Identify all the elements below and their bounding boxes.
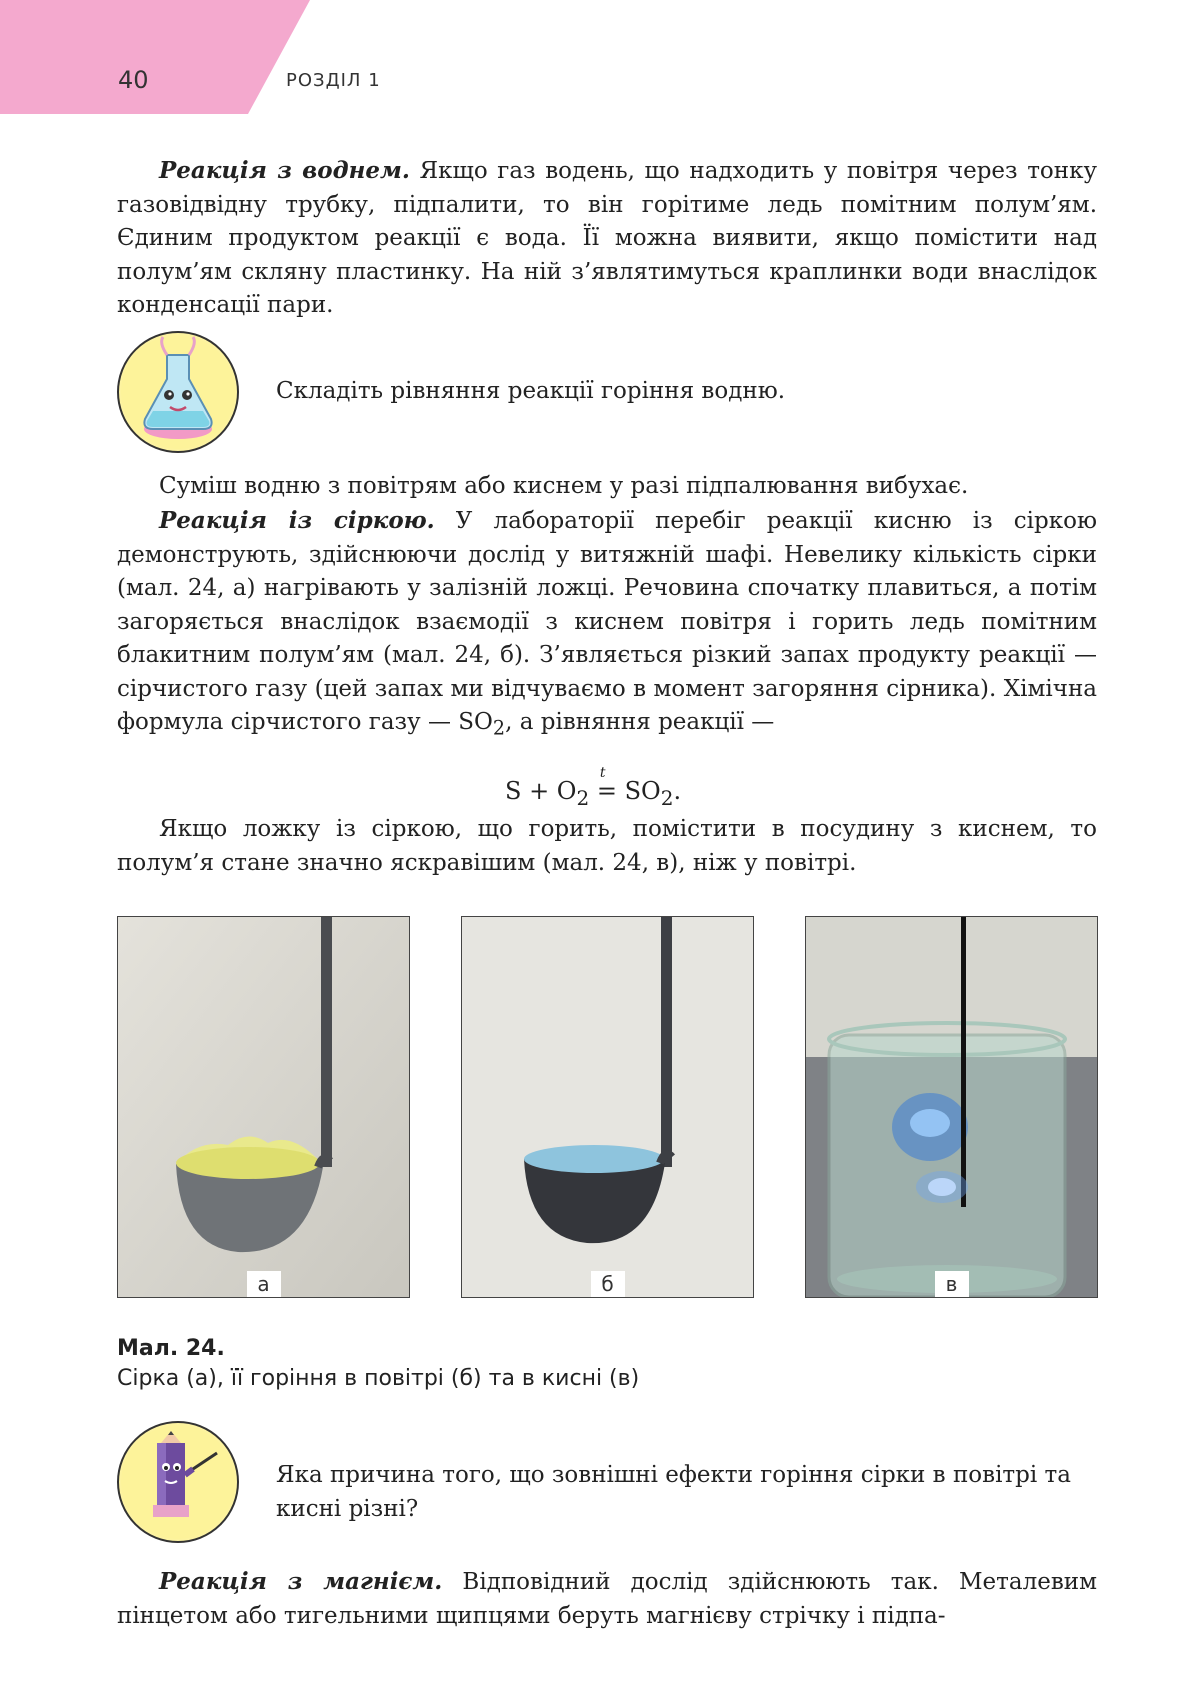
paragraph-hydrogen-text: Якщо газ водень, що надходить у повітря через тонку газовідвідну трубку, підпалити, то він горітиме ледь помітним полум’ям. Єдиним продуктом реакції є вода. Її можна виявити, якщо помістити над полум’ям скляну пластинку. На ній з’являтимуться краплинки води внаслідок конденсації пари. [117,158,1097,318]
formula-equals [596,765,617,805]
pencil-mascot-icon [117,1421,239,1543]
paragraph-oxygen: Якщо ложку із сіркою, що горить, помістити в посудину з киснем, то полум’я стане значно яскравішим (мал. 24, в), ніж у повітрі. [117,816,1097,876]
flask-mascot-icon [117,331,239,453]
formula-dot: . [673,777,682,805]
paragraph-mixture: Суміш водню з повітрям або киснем у разі підпалювання вибухає. [159,473,969,499]
term-sulfur: Реакція із сіркою. [159,507,435,534]
task-sulfur-question: Яка причина того, що зовнішні ефекти горіння сірки в повітрі та кисні різні? [276,1462,1071,1522]
figure-caption: Сірка (а), її горіння в повітрі (б) та в кисні (в) [117,1366,640,1391]
header-tab [0,0,310,114]
photo-label-b: б [591,1271,625,1297]
formula-sub-o2: 2 [576,785,590,810]
paragraph-magnesium [117,1565,1097,1633]
photo-label-a: а [247,1271,281,1297]
paragraph-sulfur [117,504,1097,745]
photo-label-v: в [935,1271,969,1297]
section-title: РОЗДІЛ 1 [286,70,381,91]
figure-title: Мал. 24. [117,1336,225,1361]
photo-sulfur-in-spoon [117,916,410,1298]
paragraph-hydrogen [117,154,1097,323]
formula-product: SO [616,777,661,805]
term-magnesium: Реакція з магнієм. [159,1568,443,1595]
page-number: 40 [118,66,149,94]
paragraph-sulfur-text: У лабораторії перебіг реакції кисню із сіркою демонструють, здійснюючи дослід у витяжній шафі. Невелику кількість сірки (мал. 24, а) нагрівають у залізній ложці. Речовина спочатку плавиться, а потім загоряється внаслідок взаємодії з киснем повітря і горить ледь помітним блакитним полум’ям (мал. 24, б). З’являється різкий запах продукту реакції — сірчистого газу (цей запах ми відчуваємо в момент загоряння сірника). Хімічна формула сірчистого газу — SO [117,508,1097,735]
sulfur-subscript: 2 [492,716,506,740]
formula-eq-sign: = [596,777,617,805]
paragraph-magnesium-text: Відповідний дослід здійснюють так. Металевим пінцетом або тигельними щипцями беруть магнієву стрічку і підпа- [117,1569,1097,1629]
formula-reactants: S + O [505,777,577,805]
reaction-equation [505,765,682,810]
formula-condition: t [599,765,606,781]
paragraph-sulfur-end: , а рівняння реакції — [505,709,775,735]
task-hydrogen-equation: Складіть рівняння реакції горіння водню. [276,378,786,404]
term-hydrogen: Реакція з воднем. [159,157,410,184]
formula-sub-so2: 2 [660,785,674,810]
photo-sulfur-burning-air [461,916,754,1298]
photo-sulfur-burning-oxygen [805,916,1098,1298]
